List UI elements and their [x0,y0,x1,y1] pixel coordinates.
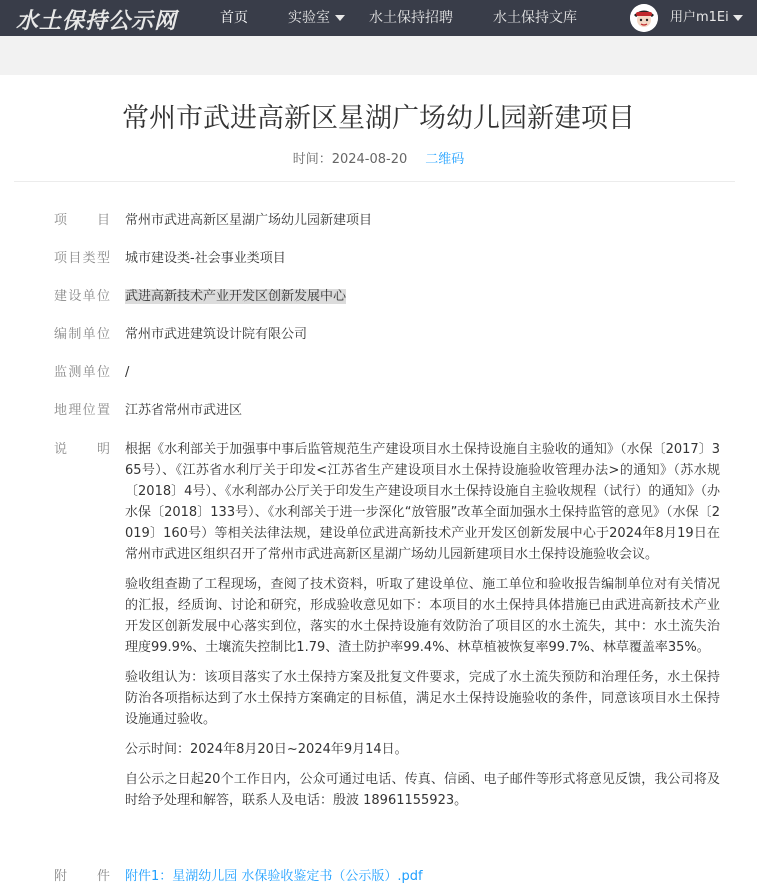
avatar-icon [630,4,658,32]
attachment-link[interactable]: 附件1：星湖幼儿园 水保验收鉴定书（公示版）.pdf [125,869,423,884]
field-value: / [125,365,130,380]
nav-lab[interactable] [288,0,345,36]
field-label: 附 件 [54,869,110,884]
field-label: 项 目 [54,213,110,228]
user-name-label: 用户m1Ei [670,10,729,25]
field-label: 说 明 [54,442,110,457]
field-label: 地理位置 [54,403,110,418]
nav-library[interactable]: 水土保持文库 [493,10,577,26]
nav-home[interactable]: 首页 [220,10,248,26]
field-label: 监测单位 [54,365,110,380]
user-menu[interactable] [670,0,743,36]
article-meta [0,148,757,167]
field-label: 项目类型 [54,251,110,266]
top-navbar [0,0,757,36]
description-paragraph: 自公示之日起20个工作日内，公众可通过电话、传真、信函、电子邮件等形式将意见反馈，我公司将及时给予处理和解答，联系人及电话：殷波 18961155923。 [125,772,720,808]
chevron-down-icon [733,15,743,21]
page-title: 常州市武进高新区星湖广场幼儿园新建项目 [122,103,635,134]
chevron-down-icon [335,15,345,21]
description-paragraph: 验收组认为：该项目落实了水土保持方案及批复文件要求，完成了水土流失预防和治理任务，水土保持防治各项指标达到了水土保持方案确定的目标值，满足水土保持设施验收的条件，同意该项目水土保持设施通过验收。 [125,670,720,727]
field-value: 常州市武进高新区星湖广场幼儿园新建项目 [125,213,373,228]
description-paragraph: 验收组查勘了工程现场，查阅了技术资料，听取了建设单位、施工单位和验收报告编制单位对有关情况的汇报，经质询、讨论和研究，形成验收意见如下：本项目的水土保持具体措施已由武进高新技术产业开发区创新发展中心落实到位，落实的水土保持设施有效防治了项目区的水土流失，其中：水土流失治理度99.9%、土壤流失控制比1.79、渣土防护率99.4%、林草植被恢复率99.7%、林草覆盖率35%。 [125,577,720,655]
publish-time: 时间：2024-08-20 [292,152,408,167]
description-body [125,439,720,820]
field-value: 江苏省常州市武进区 [125,403,243,418]
field-label: 建设单位 [54,289,110,304]
field-value: 城市建设类-社会事业类项目 [125,251,286,266]
field-value: 常州市武进建筑设计院有限公司 [125,327,308,342]
qrcode-link[interactable]: 二维码 [425,152,465,167]
article-card [0,75,757,892]
field-label: 编制单位 [54,327,110,342]
avatar[interactable] [630,4,658,32]
description-paragraph: 根据《水利部关于加强事中事后监管规范生产建设项目水土保持设施自主验收的通知》（水保〔2017〕365号）、《江苏省水利厅关于印发<江苏省生产建设项目水土保持设施验收管理办法>的通知》（苏水规〔2018〕4号）、《水利部办公厅关于印发生产建设项目水土保持设施自主验收规程（试行）的通知》（办水保〔2018〕133号）、《水利部关于进一步深化“放管服”改革全面加强水土保持监管的意见》（水保〔2019〕160号）等相关法律法规，建设单位武进高新技术产业开发区创新发展中心于2024年8月19日在常州市武进区组织召开了常州市武进高新区星湖广场幼儿园新建项目水土保持设施验收会议。 [125,442,720,562]
highlighted-text: 武进高新技术产业开发区创新发展中心 [125,289,347,304]
description-paragraph: 公示时间：2024年8月20日~2024年9月14日。 [125,742,408,757]
site-logo[interactable]: 水土保持公示网 [16,9,178,34]
field-value [125,286,720,308]
nav-jobs[interactable]: 水土保持招聘 [369,10,453,26]
nav-lab-label: 实验室 [288,10,330,26]
divider [14,181,735,182]
